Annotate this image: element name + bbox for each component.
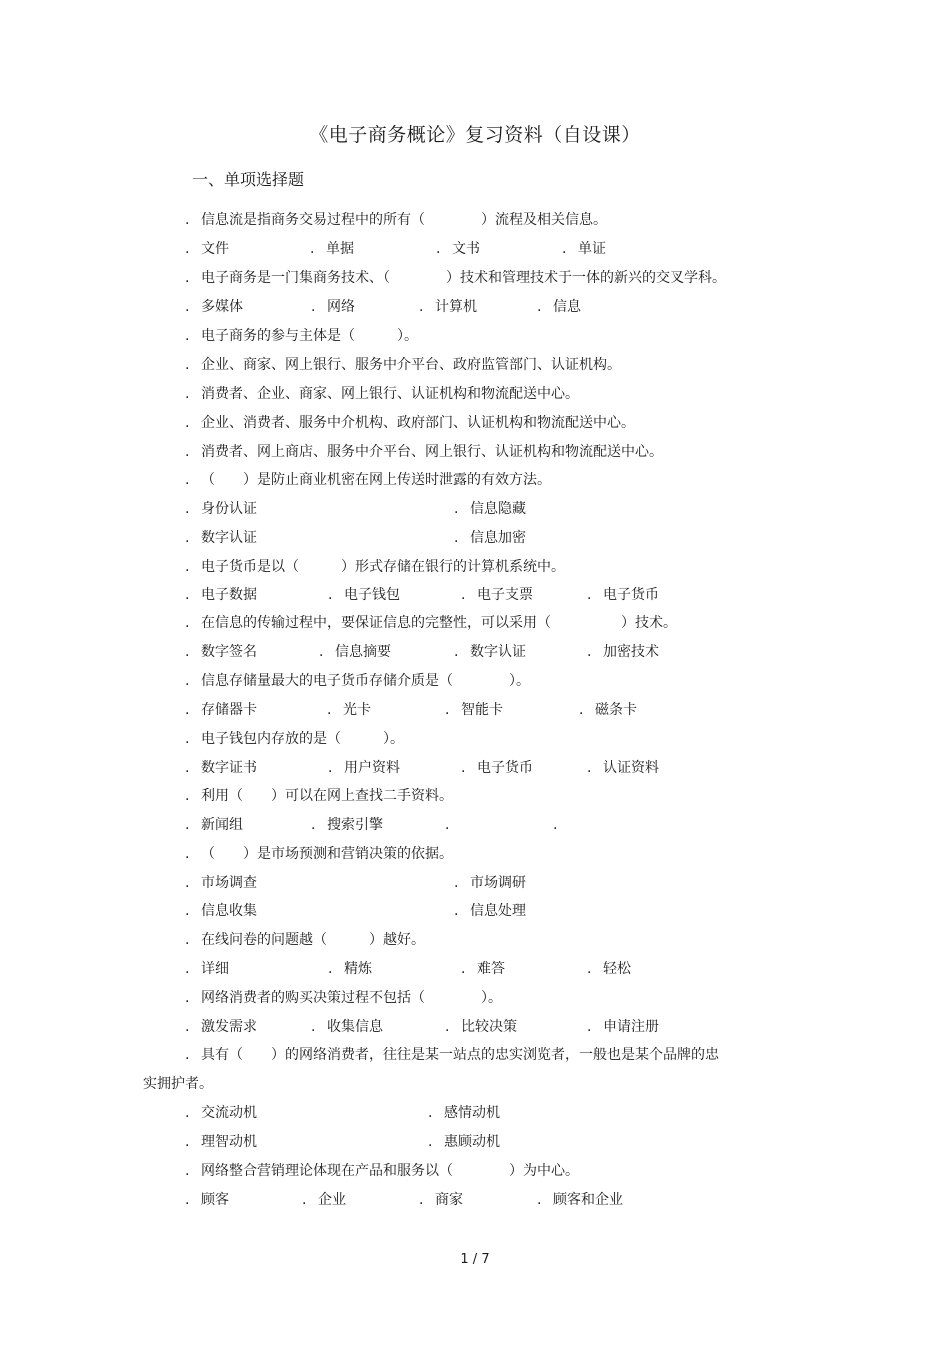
option: . 单据 <box>310 241 354 257</box>
question-11: . 在线问卷的问题越（ ）越好。 <box>185 932 425 948</box>
question-12: . 网络消费者的购买决策过程不包括（ ）。 <box>185 990 502 1006</box>
option: . 多媒体 <box>185 299 243 315</box>
option: . 信息加密 <box>454 530 526 546</box>
option: . 文书 <box>436 241 480 257</box>
question-6: . 在信息的传输过程中，要保证信息的完整性，可以采用（ ）技术。 <box>185 615 677 631</box>
option: . 信息隐藏 <box>454 501 526 517</box>
option: . 申请注册 <box>587 1019 659 1035</box>
option: . 市场调查 <box>185 875 257 891</box>
option: . 难答 <box>461 961 505 977</box>
option: . <box>445 817 450 833</box>
option: . 惠顾动机 <box>428 1134 500 1150</box>
question-8: . 电子钱包内存放的是（ ）。 <box>185 731 404 747</box>
question-2: . 电子商务是一门集商务技术、（ ）技术和管理技术于一体的新兴的交叉学科。 <box>185 270 726 286</box>
option: . 企业、商家、网上银行、服务中介平台、政府监管部门、认证机构。 <box>185 357 621 373</box>
option: . 信息 <box>537 299 581 315</box>
page-number: 1 / 7 <box>460 1252 490 1267</box>
option: . 存储器卡 <box>185 702 257 718</box>
option: . 商家 <box>419 1192 463 1208</box>
option: . 电子数据 <box>185 587 257 603</box>
option: . 搜索引擎 <box>311 817 383 833</box>
option: . 精炼 <box>328 961 372 977</box>
option: . 企业 <box>302 1192 346 1208</box>
option: . 电子货币 <box>461 760 533 776</box>
option: . 顾客 <box>185 1192 229 1208</box>
question-1: . 信息流是指商务交易过程中的所有（ ）流程及相关信息。 <box>185 212 607 228</box>
question-9: . 利用（ ）可以在网上查找二手资料。 <box>185 788 453 804</box>
option: . 消费者、网上商店、服务中介平台、网上银行、认证机构和物流配送中心。 <box>185 444 663 460</box>
option: . 电子支票 <box>461 587 533 603</box>
option: . 计算机 <box>419 299 477 315</box>
option: . 身份认证 <box>185 501 257 517</box>
option: . 数字认证 <box>185 530 257 546</box>
question-7: . 信息存储量最大的电子货币存储介质是（ ）。 <box>185 673 530 689</box>
option: . 收集信息 <box>311 1019 383 1035</box>
option: . 认证资料 <box>587 760 659 776</box>
option: . 比较决策 <box>445 1019 517 1035</box>
page-title: 《电子商务概论》复习资料（自设课） <box>309 124 641 146</box>
option: . 轻松 <box>587 961 631 977</box>
option: . 数字证书 <box>185 760 257 776</box>
option: . 企业、消费者、服务中介机构、政府部门、认证机构和物流配送中心。 <box>185 415 635 431</box>
option: . 交流动机 <box>185 1105 257 1121</box>
option: . 消费者、企业、商家、网上银行、认证机构和物流配送中心。 <box>185 386 579 402</box>
option: . 顾客和企业 <box>537 1192 623 1208</box>
option: . 新闻组 <box>185 817 243 833</box>
question-5: . 电子货币是以（ ）形式存储在银行的计算机系统中。 <box>185 559 565 575</box>
question-3: . 电子商务的参与主体是（ ）。 <box>185 328 418 344</box>
question-4: . （ ）是防止商业机密在网上传送时泄露的有效方法。 <box>185 472 551 488</box>
option: . 信息摘要 <box>319 644 391 660</box>
option: . 文件 <box>185 241 229 257</box>
option: . 磁条卡 <box>579 702 637 718</box>
option: . 感情动机 <box>428 1105 500 1121</box>
option: . 智能卡 <box>445 702 503 718</box>
question-13-continuation: 实拥护者。 <box>143 1076 213 1092</box>
option: . 详细 <box>185 961 229 977</box>
question-10: . （ ）是市场预测和营销决策的依据。 <box>185 846 453 862</box>
option: . 光卡 <box>327 702 371 718</box>
section-heading: 一、单项选择题 <box>192 170 305 189</box>
option: . 用户资料 <box>328 760 400 776</box>
option: . 信息收集 <box>185 903 257 919</box>
option: . 信息处理 <box>454 903 526 919</box>
option: . 电子货币 <box>587 587 659 603</box>
question-14: . 网络整合营销理论体现在产品和服务以（ ）为中心。 <box>185 1163 579 1179</box>
option: . 数字签名 <box>185 644 257 660</box>
option: . 单证 <box>562 241 606 257</box>
option: . 激发需求 <box>185 1019 257 1035</box>
option: . 电子钱包 <box>328 587 400 603</box>
option: . 加密技术 <box>587 644 659 660</box>
option: . 网络 <box>311 299 355 315</box>
option: . 市场调研 <box>454 875 526 891</box>
option: . 理智动机 <box>185 1134 257 1150</box>
option: . 数字认证 <box>454 644 526 660</box>
question-13: . 具有（ ）的网络消费者，往往是某一站点的忠实浏览者，一般也是某个品牌的忠 <box>185 1047 719 1063</box>
option: . <box>553 817 558 833</box>
